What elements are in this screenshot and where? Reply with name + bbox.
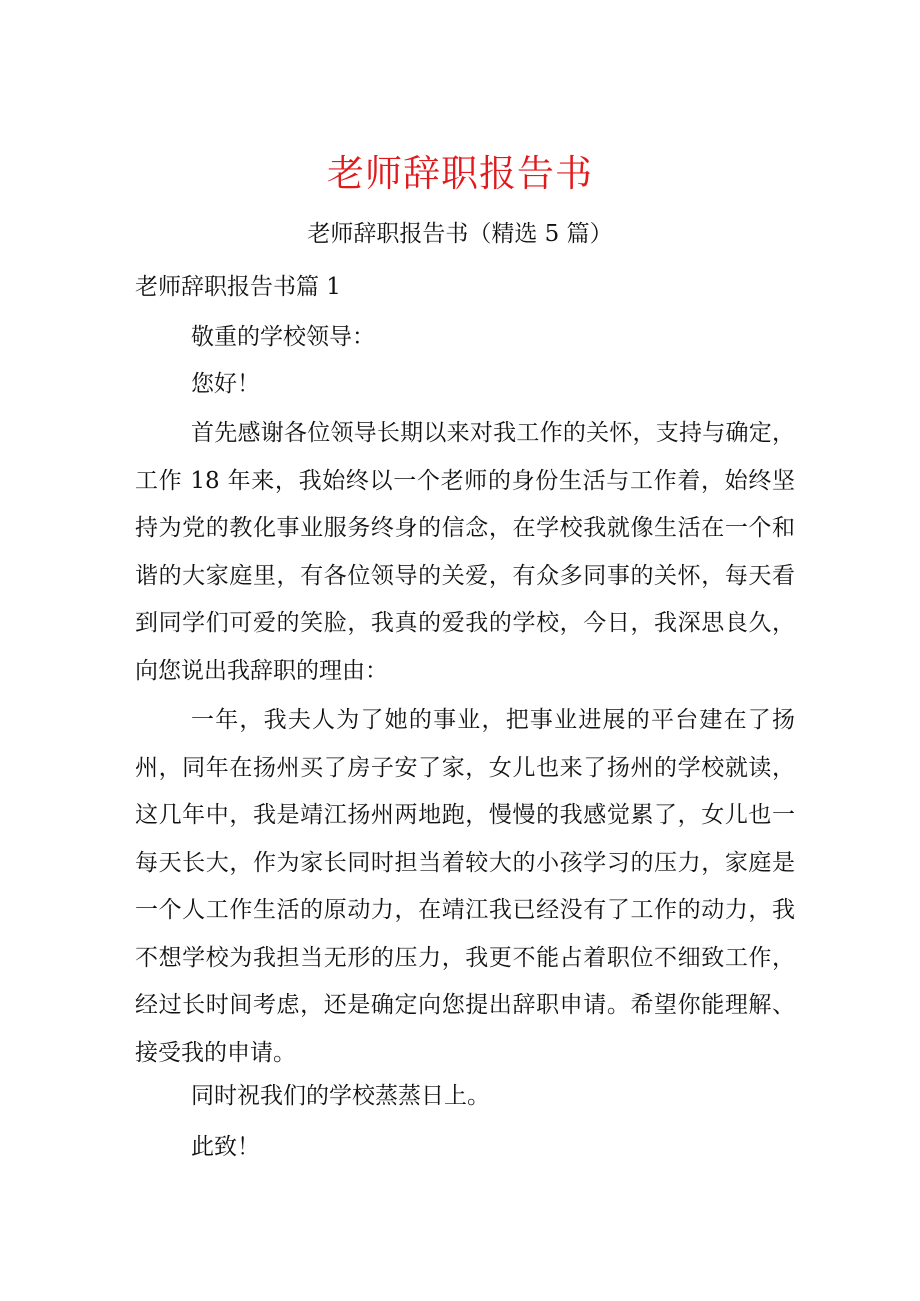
document-title: 老师辞职报告书 [327, 152, 593, 195]
closing-salute: 此致！ [191, 1134, 260, 1160]
section-heading: 老师辞职报告书篇 1 [135, 274, 341, 300]
greeting: 您好！ [191, 371, 260, 397]
salutation: 敬重的学校领导： [191, 324, 375, 350]
body-paragraph-1: 首先感谢各位领导长期以来对我工作的关怀，支持与确定，工作 18 年来，我始终以一个老师的身份生活与工作着，始终坚持为党的教化事业服务终身的信念，在学校我就像生活在一个和谐的大家庭里，有各位领导的关爱，有众多同事的关怀，每天看到同学们可爱的笑脸，我真的爱我的学校，今日，我深思良久，向您说出我辞职的理由： [135, 420, 795, 684]
closing-wish: 同时祝我们的学校蒸蒸日上。 [191, 1083, 490, 1109]
document-subtitle: 老师辞职报告书（精选 5 篇） [307, 221, 613, 247]
body-paragraph-2: 一年，我夫人为了她的事业，把事业进展的平台建在了扬州，同年在扬州买了房子安了家，女儿也来了扬州的学校就读，这几年中，我是靖江扬州两地跑，慢慢的我感觉累了，女儿也一每天长大，作为家长同时担当着较大的小孩学习的压力，家庭是一个人工作生活的原动力，在靖江我已经没有了工作的动力，我不想学校为我担当无形的压力，我更不能占着职位不细致工作，经过长时间考虑，还是确定向您提出辞职申请。希望你能理解、接受我的申请。 [135, 707, 795, 1066]
